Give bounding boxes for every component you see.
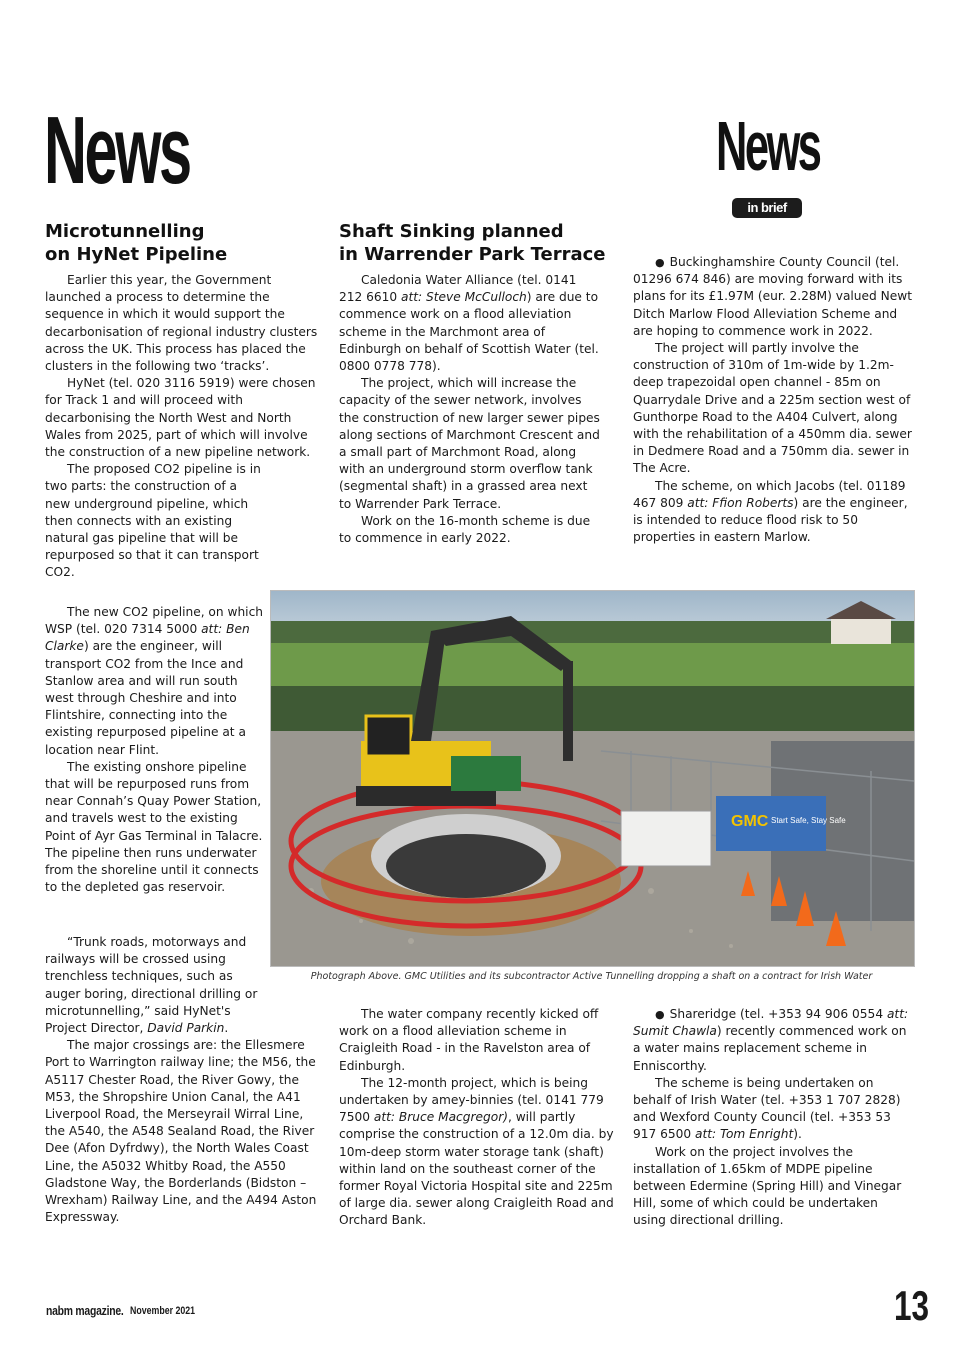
photo-caption: Photograph Above. GMC Utilities and its subcontractor Active Tunnelling dropping a shaft on a contract for Irish Water	[310, 971, 873, 982]
paragraph: ● Shareridge (tel. +353 94 906 0554 att: Sumit Chawla) recently commenced work on a water mains replacement scheme in Enniscorthy.	[633, 1006, 914, 1075]
article-body-shaft-sinking	[339, 272, 602, 547]
paragraph: ● Buckinghamshire County Council (tel. 01296 674 846) are moving forward with its plans for its £1.97M (eur. 2.28M) valued Newt Ditch Marlow Flood Alleviation Scheme and are hoping to commence work in 2022.	[633, 254, 914, 340]
contact-name: att: Bruce Macgregor)	[373, 1110, 508, 1125]
contact-name: att: Ben Clarke	[45, 622, 250, 654]
paragraph: HyNet (tel. 020 3116 5919) were chosen for Track 1 and will proceed with decarbonising the North West and North Wales from 2025, part of which will involve the construction of a new pipeline network.	[45, 376, 316, 460]
brief-craigleith	[339, 1006, 615, 1230]
paragraph: The scheme, on which Jacobs (tel. 01189 467 809 att: Ffion Roberts) are the engineer, is intended to reduce flood risk to 50 properties in eastern Marlow.	[633, 478, 908, 545]
section-header-news: News	[716, 107, 820, 185]
footer-date: November 2021	[130, 1305, 196, 1317]
paragraph: Caledonia Water Alliance (tel. 0141 212 6610 att: Steve McCulloch) are due to commence work on a flood alleviation scheme in the Marchmont area of Edinburgh on behalf of Scottish Water (tel. 0800 0778 778).	[339, 273, 599, 374]
paragraph: Earlier this year, the Government launched a process to determine the sequence in which it would support the decarbonisation of regional industry clusters across the UK. This process has placed the clusters in the following two ‘tracks’.	[45, 273, 318, 374]
paragraph: The 12-month project, which is being undertaken by amey-binnies (tel. 0141 779 7500 att: Bruce Macgregor), will partly comprise the construction of a 12.0m dia. by 10m-deep storm water storage tank (shaft) within land on the southeast corner of the former Royal Victoria Hospital site and 225m of large dia. sewer along Craigleith Road and Orchard Bank.	[339, 1075, 614, 1228]
title-line-2: on HyNet Pipeline	[45, 244, 228, 265]
contact-name: att: Tom Enright	[695, 1127, 794, 1142]
paragraph: The existing onshore pipeline that will be repurposed runs from near Connah’s Quay Power Station, and travels west to the existing Point of Ayr Gas Terminal in Talacre. The pipeline then runs underwater from the shoreline until it connects to the depleted gas reservoir.	[45, 759, 263, 895]
paragraph: “Trunk roads, motorways and railways will be crossed using trenchless techniques, such as auger boring, directional drilling or microtunnelling,” said HyNet's Project Director, David Parkin.	[45, 935, 258, 1036]
sign-logo: GMC	[731, 813, 769, 830]
paragraph: The water company recently kicked off work on a flood alleviation scheme in Craigleith Road - in the Ravelston area of Edinburgh.	[339, 1007, 599, 1073]
title-line-2: in Warrender Park Terrace	[339, 244, 606, 265]
in-brief-badge: in brief	[732, 198, 802, 218]
contact-name: att: Sumit Chawla	[633, 1007, 909, 1039]
paragraph: The new CO2 pipeline, on which WSP (tel. 020 7314 5000 att: Ben Clarke) are the engineer, will transport CO2 from the Ince and Stanlow area and will run south west through Cheshire and into Flintshire, connecting into the existing repurposed pipeline at a location near Flint.	[45, 605, 263, 757]
article-title-microtunnelling	[45, 220, 227, 266]
brief-shareridge	[633, 1006, 914, 1230]
article-body-microtunnelling-wrap	[45, 604, 263, 896]
paragraph: The project, which will increase the capacity of the sewer network, involves the construction of new larger sewer pipes along sections of Marchmont Crescent and a small part of Marchmont Road, along with an underground storm overflow tank (segmental shaft) in a grassed area next to Warrender Park Terrace.	[339, 376, 600, 511]
paragraph: Work on the project involves the installation of 1.65km of MDPE pipeline between Edermine (Spring Hill) and Vinegar Hill, some of which could be undertaken using directional drilling.	[633, 1144, 902, 1228]
title-line-1: Shaft Sinking planned	[339, 221, 564, 242]
contact-name: att: Steve McCulloch	[401, 290, 527, 305]
paragraph: The proposed CO2 pipeline is in two parts: the construction of a new underground pipeline, which then connects with an existing natural gas pipeline that will be repurposed so that it can transport CO2.	[45, 462, 261, 580]
paragraph: The scheme is being undertaken on behalf of Irish Water (tel. +353 1 707 2828) and Wexford County Council (tel. +353 53 917 6500 att: Tom Enright).	[633, 1075, 901, 1142]
page-number: 13	[894, 1282, 930, 1329]
footer-magazine-name: nabm magazine.	[46, 1303, 124, 1318]
title-line-1: Microtunnelling	[45, 221, 205, 242]
site-photo	[270, 590, 915, 967]
contact-name: att: Ffion Roberts	[687, 495, 794, 510]
article-title-shaft-sinking	[339, 220, 605, 266]
paragraph: The major crossings are: the Ellesmere Port to Warrington railway line; the M56, the A5117 Chester Road, the River Gowy, the M53, the Shropshire Union Canal, the A41 Liverpool Road, the Merseyrail Wirral Line, the A540, the A548 Sealand Road, the River Dee (Afon Dyfrdwy), the North Wales Coast Line, the A5032 Whitby Road, the A550 Gladstone Way, the Borderlands (Bidston – Wrexham) Railway Line, and the A494 Aston Expressway.	[45, 1038, 317, 1225]
paragraph: The project will partly involve the construction of 310m of 1m-wide by 1.2m-deep trapezoidal open channel - 85m on Quarrydale Drive and a 225m section west of Gunthorpe Road to the A404 Culvert, along with the rehabilitation of a 450mm dia. sewer in Dedmere Road and a 750mm dia. sewer in The Acre.	[633, 341, 912, 476]
director-name: David Parkin	[147, 1021, 225, 1036]
sign-text: Start Safe, Stay Safe	[771, 816, 846, 825]
brief-buckinghamshire	[633, 254, 914, 546]
article-body-microtunnelling-top	[45, 272, 322, 582]
masthead-news: News	[44, 97, 190, 204]
paragraph: Work on the 16-month scheme is due to commence in early 2022.	[339, 513, 591, 546]
shaft-construction-photo	[271, 591, 914, 966]
